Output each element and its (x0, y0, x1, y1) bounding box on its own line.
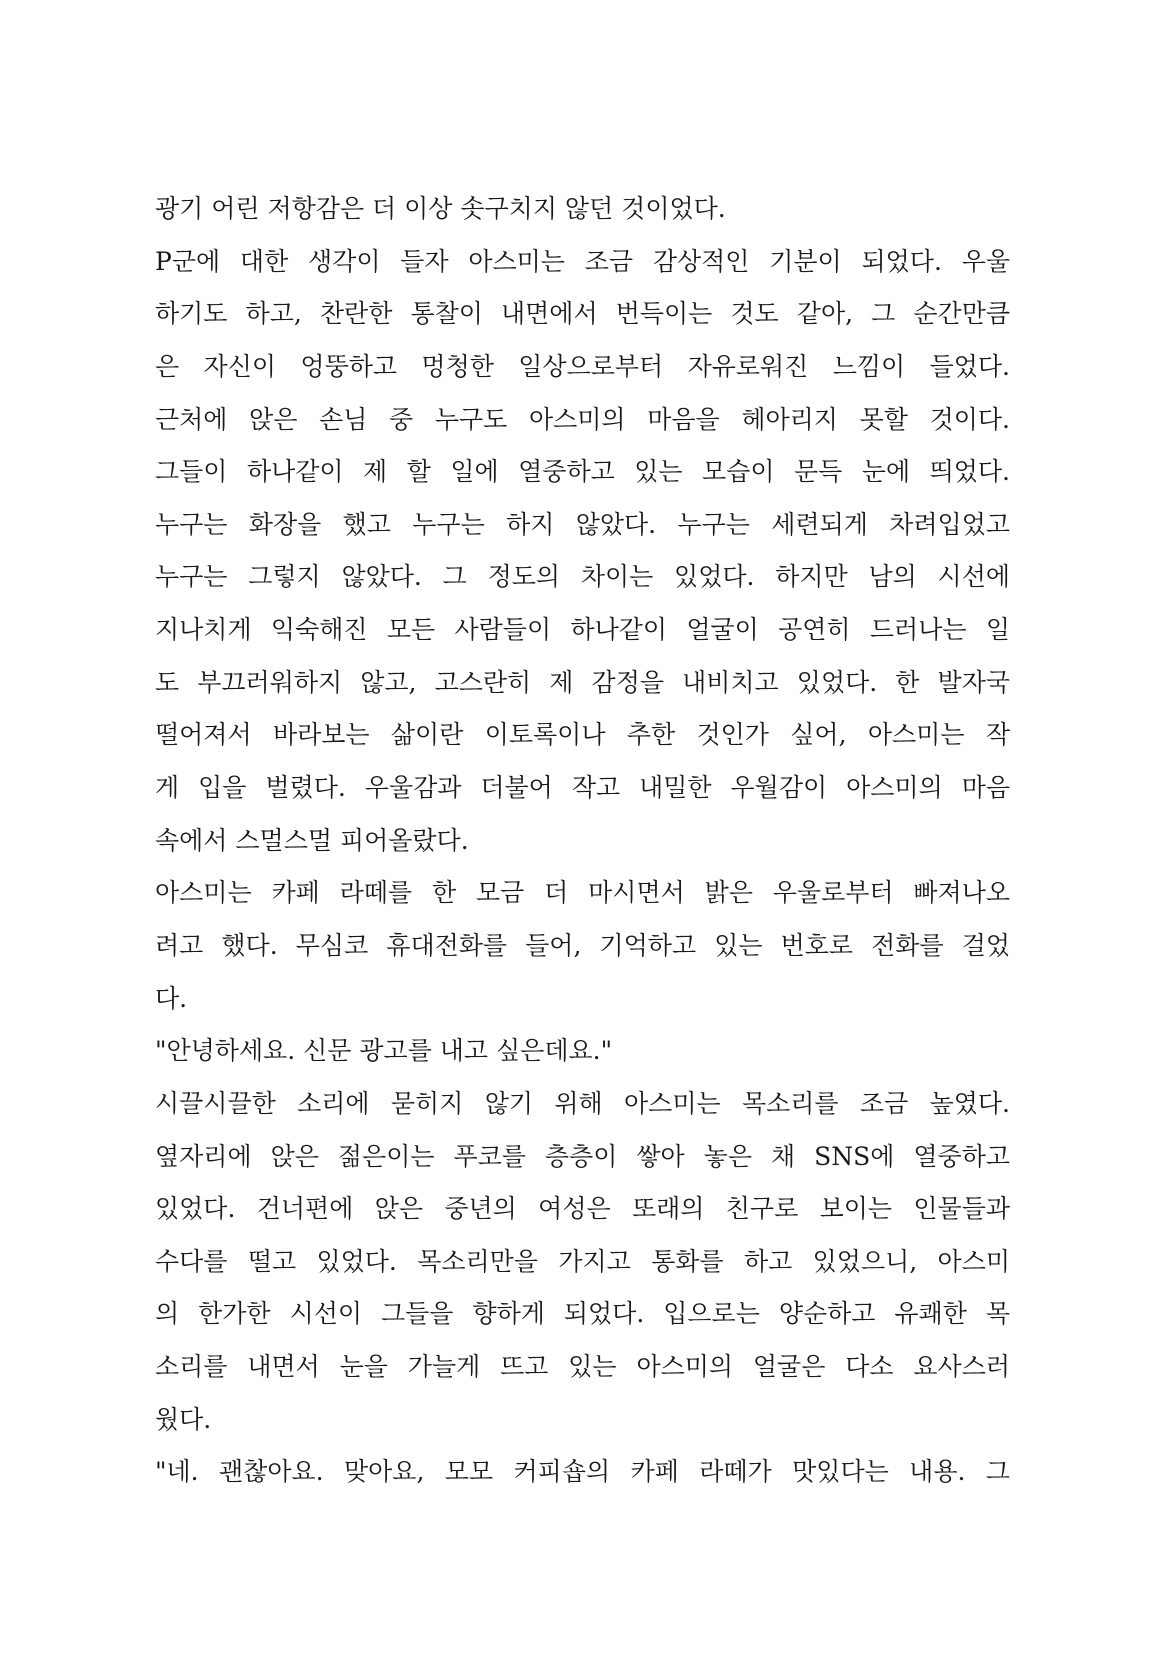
text-line: "네. 괜찮아요. 맞아요, 모모 커피숍의 카페 라떼가 맛있다는 내용. 그 (155, 1457, 1010, 1487)
text-line: 은 자신이 엉뚱하고 멍청한 일상으로부터 자유로워진 느낌이 들었다. (155, 351, 1010, 381)
text-line: 지나치게 익숙해진 모든 사람들이 하나같이 얼굴이 공연히 드러나는 일 (155, 615, 1010, 645)
text-line: 하기도 하고, 찬란한 통찰이 내면에서 번득이는 것도 같아, 그 순간만큼 (155, 299, 1010, 329)
text-line: 소리를 내면서 눈을 가늘게 뜨고 있는 아스미의 얼굴은 다소 요사스러 (155, 1352, 1010, 1382)
text-line: 도 부끄러워하지 않고, 고스란히 제 감정을 내비치고 있었다. 한 발자국 (155, 667, 1010, 697)
text-line: 다. (155, 983, 188, 1013)
text-line: 근처에 앉은 손님 중 누구도 아스미의 마음을 헤아리지 못할 것이다. (155, 404, 1010, 434)
text-line: 웠다. (155, 1404, 212, 1434)
text-line: 누구는 그렇지 않았다. 그 정도의 차이는 있었다. 하지만 남의 시선에 (155, 562, 1010, 592)
text-line: 있었다. 건너편에 앉은 중년의 여성은 또래의 친구로 보이는 인물들과 (155, 1194, 1010, 1224)
text-line: 광기 어린 저항감은 더 이상 솟구치지 않던 것이었다. (155, 194, 726, 223)
text-line: 누구는 화장을 했고 누구는 하지 않았다. 누구는 세련되게 차려입었고 (155, 509, 1010, 539)
text-line: P군에 대한 생각이 들자 아스미는 조금 감상적인 기분이 되었다. 우울 (155, 246, 1010, 276)
text-line: 그들이 하나같이 제 할 일에 열중하고 있는 모습이 문득 눈에 띄었다. (155, 457, 1010, 487)
text-line: 옆자리에 앉은 젊은이는 푸코를 층층이 쌓아 놓은 채 SNS에 열중하고 (155, 1141, 1010, 1171)
text-line: 속에서 스멀스멀 피어올랐다. (155, 825, 469, 855)
text-line: 아스미는 카페 라떼를 한 모금 더 마시면서 밝은 우울로부터 빠져나오 (155, 878, 1010, 908)
body-text (155, 183, 1010, 1499)
text-line: 시끌시끌한 소리에 묻히지 않기 위해 아스미는 목소리를 조금 높였다. (155, 1088, 1010, 1118)
text-line: "안녕하세요. 신문 광고를 내고 싶은데요." (155, 1036, 613, 1066)
text-line: 떨어져서 바라보는 삶이란 이토록이나 추한 것인가 싶어, 아스미는 작 (155, 720, 1010, 750)
text-line: 수다를 떨고 있었다. 목소리만을 가지고 통화를 하고 있었으니, 아스미 (155, 1246, 1010, 1276)
text-line: 게 입을 벌렸다. 우울감과 더불어 작고 내밀한 우월감이 아스미의 마음 (155, 773, 1010, 803)
text-line: 의 한가한 시선이 그들을 향하게 되었다. 입으로는 양순하고 유쾌한 목 (155, 1299, 1010, 1329)
text-line: 려고 했다. 무심코 휴대전화를 들어, 기억하고 있는 번호로 전화를 걸었 (155, 930, 1010, 960)
